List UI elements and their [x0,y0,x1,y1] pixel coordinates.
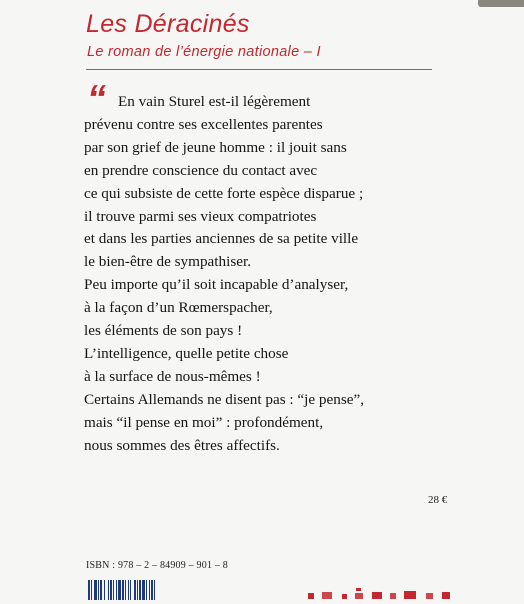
book-subtitle: Le roman de l’énergie nationale – I [87,44,321,60]
quote-line: les éléments de son pays ! [84,322,243,340]
quote-line: à la façon d’un Rœmerspacher, [84,299,273,317]
quote-line: ce qui subsiste de cette forte espèce disparue ; [84,184,364,202]
quote-line: et dans les parties anciennes de sa petite ville [84,230,359,248]
quote-line: à la surface de nous-mêmes ! [84,367,261,385]
publisher-logo [308,588,458,604]
quote-line: prévenu contre ses excellentes parentes [84,115,323,133]
quote-mark-icon: “ [87,78,106,120]
quote-line: le bien-être de sympathiser. [84,253,252,271]
quote-line: L’intelligence, quelle petite chose [84,344,289,362]
isbn-label: ISBN : 978 – 2 – 84909 – 901 – 8 [86,560,228,571]
quote-line: nous sommes des êtres affectifs. [84,436,280,454]
corner-tab [478,0,524,7]
quote-line: En vain Sturel est-il légèrement [118,93,311,110]
book-title: Les Déracinés [86,10,250,38]
quote-line: Certains Allemands ne disent pas : “je pense”, [84,390,365,408]
quote-line: par son grief de jeune homme : il jouit sans [84,138,347,156]
quote-line: Peu importe qu’il soit incapable d’analyser, [84,276,349,294]
back-cover-quote [84,91,444,458]
barcode-icon [88,580,155,600]
quote-line: il trouve parmi ses vieux compatriotes [84,207,317,225]
publisher-logo-icon [308,588,458,600]
barcode-bar [154,580,155,600]
price-label: 28 € [428,494,448,506]
title-rule [86,69,432,70]
quote-line: en prendre conscience du contact avec [84,161,318,179]
quote-line: mais “il pense en moi” : profondément, [84,413,324,431]
